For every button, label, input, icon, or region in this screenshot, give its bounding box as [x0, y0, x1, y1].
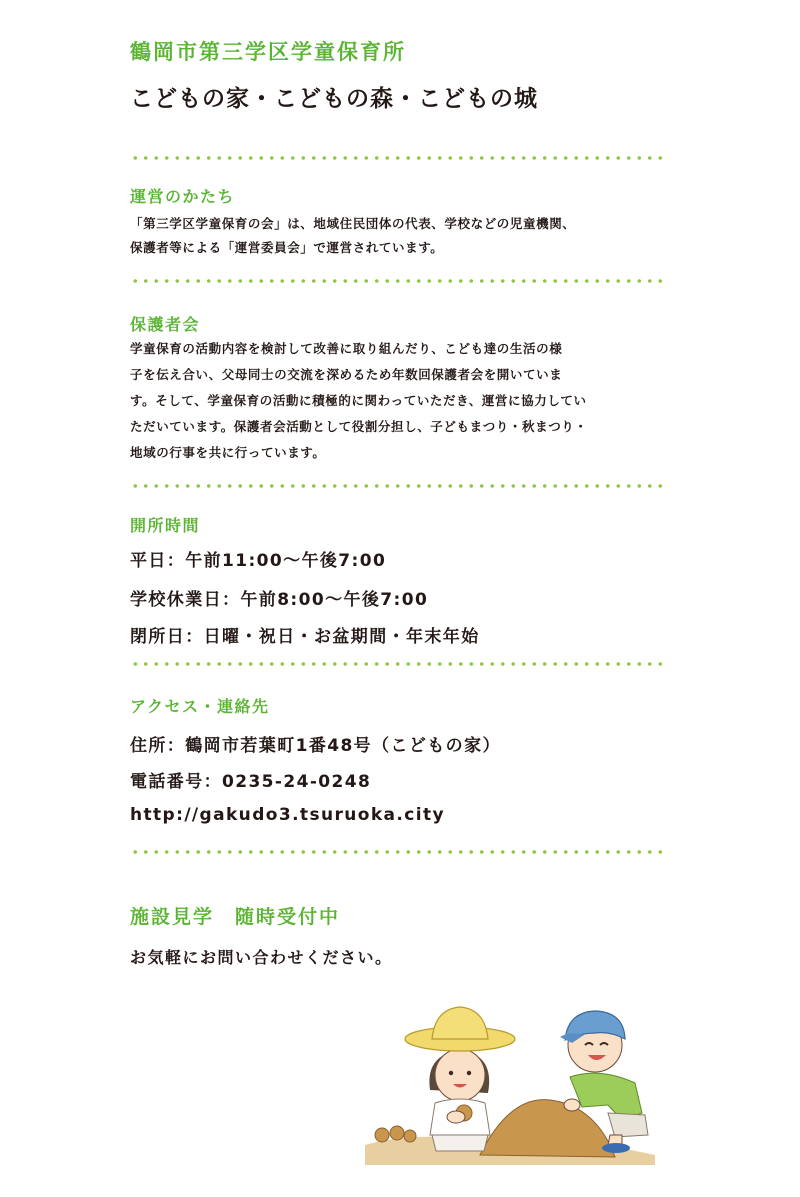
parents-heading: 保護者会: [130, 315, 201, 334]
parents-text: [130, 336, 588, 466]
parents-line: ただいています。保護者会活動として役割分担し、子どもまつり・秋まつり・: [130, 419, 588, 434]
dotted-divider: [130, 156, 664, 160]
sand-ball: [390, 1126, 404, 1140]
boy-shoe: [602, 1143, 630, 1153]
straw-hat-crown: [432, 1007, 488, 1039]
management-line: 「第三学区学童保育の会」は、地域住民団体の代表、学校などの児童機関、: [130, 216, 576, 231]
girl-legs: [432, 1135, 488, 1151]
sand-ball: [404, 1130, 416, 1142]
hours-closed-days: 閉所日：日曜・祝日・お盆期間・年末年始: [130, 627, 480, 647]
boy-shorts: [608, 1113, 648, 1137]
management-heading: 運営のかたち: [130, 187, 236, 206]
parents-line: す。そして、学童保育の活動に積極的に関わっていただき、運営に協力してい: [130, 393, 587, 408]
boy-hand: [564, 1099, 580, 1111]
management-text: [130, 212, 575, 260]
visit-note: お気軽にお問い合わせください。: [130, 948, 393, 967]
access-phone: 電話番号：0235-24-0248: [130, 772, 372, 792]
dotted-divider: [130, 850, 664, 854]
hours-school-holiday: 学校休業日：午前8:00〜午後7:00: [130, 590, 429, 610]
sand-ball: [375, 1128, 389, 1142]
girl-hands: [447, 1111, 465, 1123]
parents-line: 子を伝え合い、父母同士の交流を深めるため年数回保護者会を開いていま: [130, 367, 563, 382]
hours-heading: 開所時間: [130, 516, 201, 535]
facility-subtitle: こどもの家・こどもの森・こどもの城: [130, 86, 538, 112]
dotted-divider: [130, 662, 664, 666]
hours-weekday: 平日：午前11:00〜午後7:00: [130, 551, 387, 571]
dotted-divider: [130, 279, 664, 283]
girl-face: [435, 1049, 485, 1101]
facility-name: 鶴岡市第三学区学童保育所: [130, 40, 406, 64]
sand-mound: [480, 1100, 615, 1157]
girl-eye: [467, 1071, 471, 1075]
children-playing-illustration: [360, 995, 660, 1165]
parents-line: 地域の行事を共に行っています。: [130, 445, 326, 460]
access-heading: アクセス・連絡先: [130, 697, 270, 716]
girl-eye: [449, 1071, 453, 1075]
parents-line: 学童保育の活動内容を検討して改善に取り組んだり、こども達の生活の様: [130, 341, 563, 356]
access-address: 住所：鶴岡市若葉町1番48号（こどもの家）: [130, 736, 501, 756]
visit-heading: 施設見学 随時受付中: [130, 906, 341, 928]
access-url[interactable]: http://gakudo3.tsuruoka.city: [130, 805, 445, 825]
management-line: 保護者等による「運営委員会」で運営されています。: [130, 240, 444, 255]
dotted-divider: [130, 484, 664, 488]
